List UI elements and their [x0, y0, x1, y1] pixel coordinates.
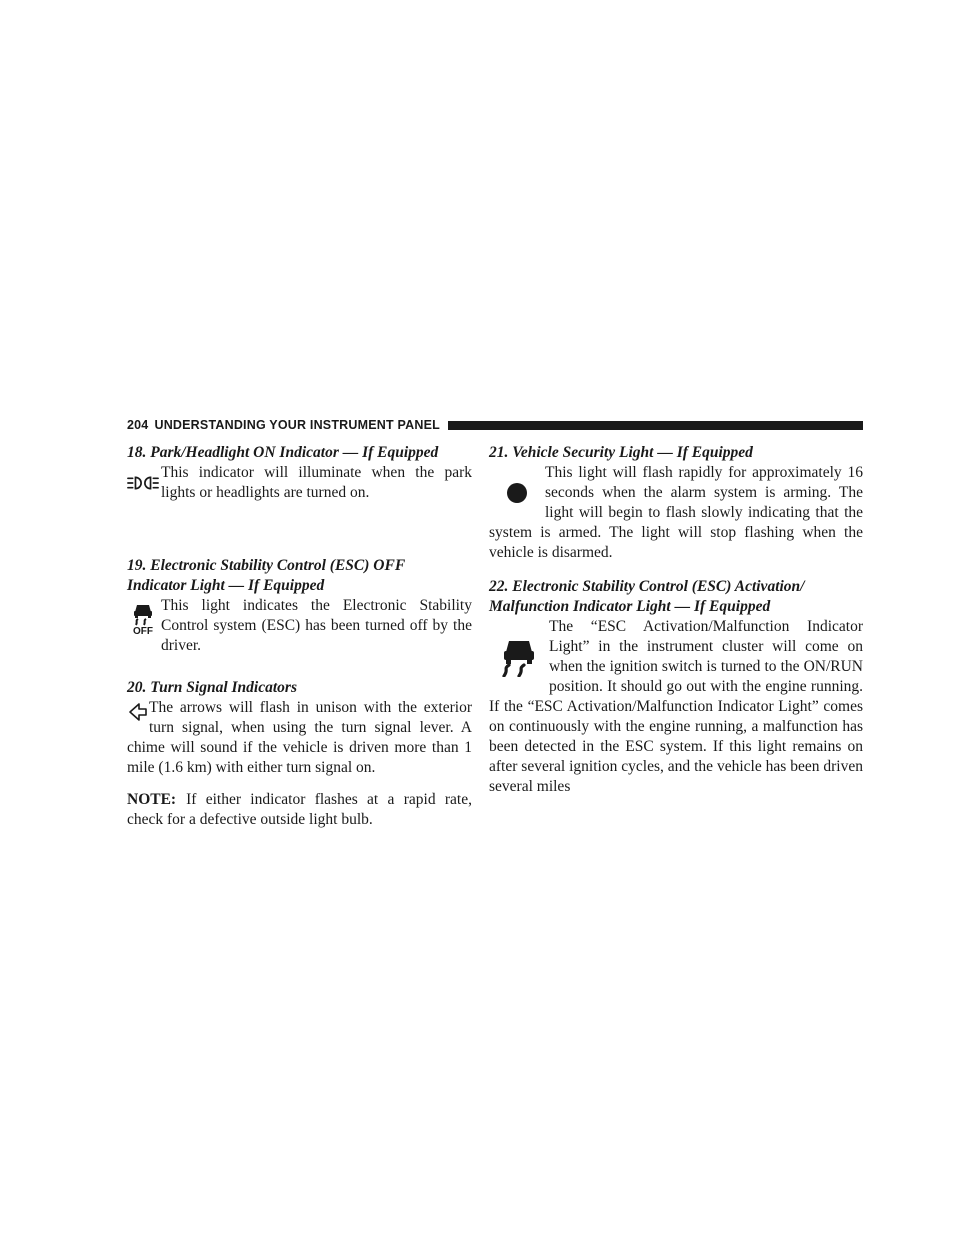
item-title: 18. Park/Headlight ON Indicator — If Equipped: [127, 444, 439, 461]
esc-off-label: OFF: [133, 626, 153, 637]
turn-signal-arrow-icon: [127, 698, 149, 736]
note-text: If either indicator flashes at a rapid rate, check for a defective outside light bulb.: [127, 791, 472, 828]
item-18: [127, 443, 472, 503]
item-title: 22. Electronic Stability Control (ESC) Activation/ Malfunction Indicator Light — If Equipped: [489, 578, 805, 615]
right-column: [489, 443, 863, 797]
note-label: NOTE:: [127, 791, 177, 808]
item-title: 19. Electronic Stability Control (ESC) OFF Indicator Light — If Equipped: [127, 557, 405, 594]
item-body: This indicator will illuminate when the park lights or headlights are turned on.: [161, 464, 472, 501]
item-21: [489, 443, 863, 563]
item-title: 21. Vehicle Security Light — If Equipped: [489, 444, 753, 461]
note: [127, 790, 472, 830]
park-headlight-icon: [127, 463, 159, 503]
item-body: This light indicates the Electronic Stability Control system (ESC) has been turned off by the driver.: [161, 597, 472, 654]
esc-off-icon: [127, 596, 159, 666]
esc-activation-icon: [489, 617, 549, 697]
left-column: [127, 443, 472, 830]
item-22: [489, 577, 863, 797]
item-body: The arrows will flash in unison with the exterior turn signal, when using the turn signal lever. A chime will sound if the vehicle is driven more than 1 mile (1.6 km) with either turn signal on.: [127, 699, 472, 776]
item-body: The “ESC Activation/Malfunction Indicator Light” in the instrument cluster will come on when the ignition switch is turned to the ON/RUN position. It should go out with the engine running. If the “ESC Activation/Malfunction Indicator Light” comes on continuously with the engine running, a malfunction has been detected in the ESC system. If this light remains on after several ignition cycles, and the vehicle has been driven several miles: [489, 618, 863, 795]
section-title: UNDERSTANDING YOUR INSTRUMENT PANEL: [154, 418, 440, 432]
page-header: [127, 418, 863, 432]
item-body: This light will flash rapidly for approximately 16 seconds when the alarm system is arming. The light will begin to flash slowly indicating that the system is armed. The light will stop flashing when the vehicle is disarmed.: [489, 464, 863, 561]
page-number: 204: [127, 418, 149, 432]
item-19: [127, 556, 472, 656]
note-paragraph: [127, 790, 472, 830]
header-rule: [448, 421, 863, 430]
security-light-icon: [489, 463, 545, 523]
item-title: 20. Turn Signal Indicators: [127, 679, 297, 696]
item-20: [127, 678, 472, 778]
